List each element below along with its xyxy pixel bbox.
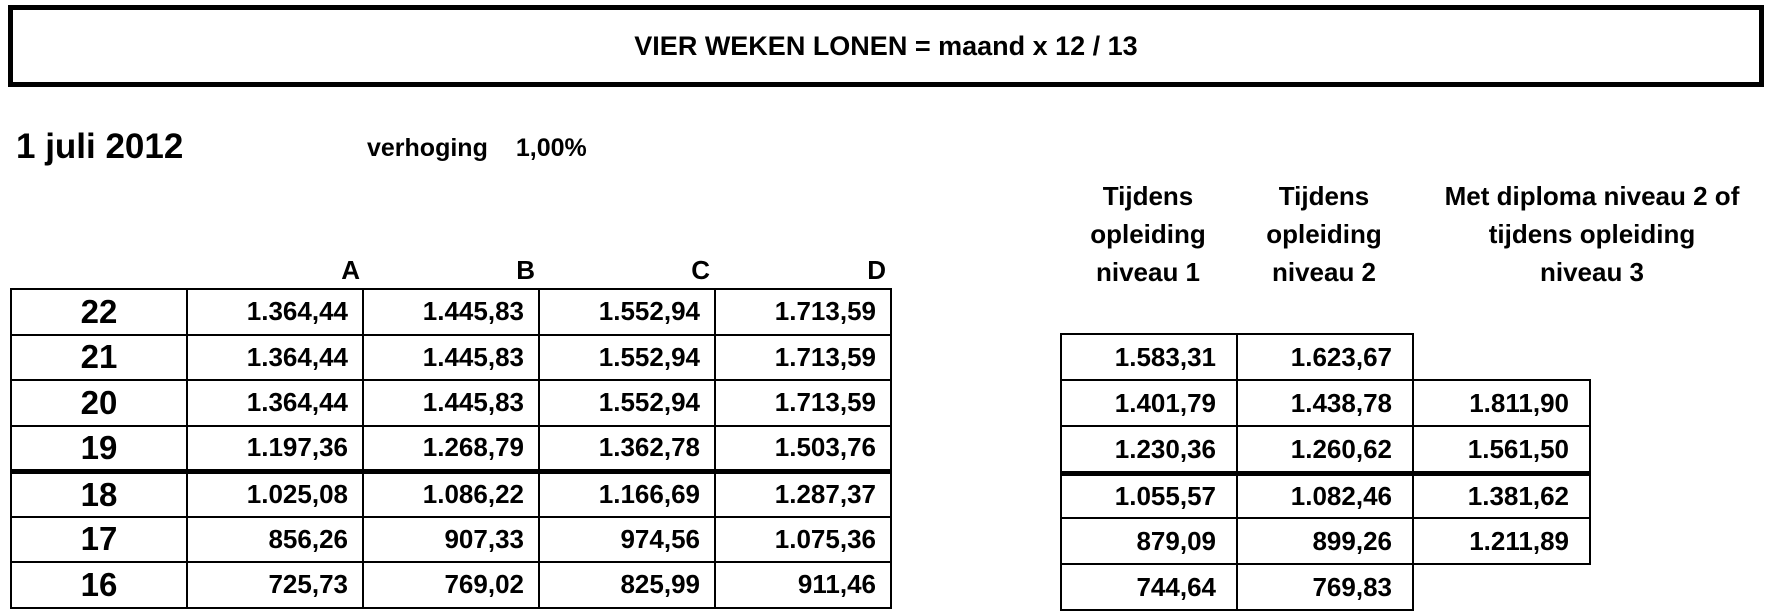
page-title: VIER WEKEN LONEN = maand x 12 / 13 xyxy=(634,30,1138,61)
value-cell: 1.211,89 xyxy=(1412,517,1591,565)
value-cell: 1.623,67 xyxy=(1236,333,1414,381)
header-line: Tijdens xyxy=(1278,181,1370,211)
value-cell: 1.445,83 xyxy=(363,289,539,335)
value-cell: 1.381,62 xyxy=(1412,471,1591,519)
value-cell: 744,64 xyxy=(1060,563,1238,611)
value-cell: 1.713,59 xyxy=(715,380,891,426)
value-cell: 1.445,83 xyxy=(363,380,539,426)
value-cell: 1.364,44 xyxy=(187,335,363,381)
column-header-c: C xyxy=(691,255,710,285)
value-cell: 1.401,79 xyxy=(1060,379,1238,427)
table-row xyxy=(11,380,891,426)
header-training-level-1 xyxy=(1060,177,1236,291)
increase-label: verhoging xyxy=(367,134,488,162)
header-line: Met diploma niveau 2 of xyxy=(1444,181,1740,211)
value-cell: 879,09 xyxy=(1060,517,1238,565)
value-cell: 911,46 xyxy=(715,562,891,608)
age-cell: 22 xyxy=(11,289,187,335)
table-row xyxy=(11,562,891,608)
value-cell: 1.268,79 xyxy=(363,426,539,472)
age-cell: 21 xyxy=(11,335,187,381)
header-line: niveau 3 xyxy=(1539,257,1645,287)
value-cell: 725,73 xyxy=(187,562,363,608)
header-line: niveau 2 xyxy=(1271,257,1377,287)
title-box xyxy=(8,5,1764,87)
value-cell: 769,83 xyxy=(1236,563,1414,611)
value-cell: 1.166,69 xyxy=(539,471,715,517)
header-line: niveau 1 xyxy=(1095,257,1201,287)
table-row xyxy=(11,426,891,472)
header-line: opleiding xyxy=(1266,219,1382,249)
age-cell: 16 xyxy=(11,562,187,608)
value-cell: 899,26 xyxy=(1236,517,1414,565)
value-cell: 856,26 xyxy=(187,517,363,563)
value-cell: 1.082,46 xyxy=(1236,471,1414,519)
age-cell: 20 xyxy=(11,380,187,426)
value-cell: 1.364,44 xyxy=(187,289,363,335)
value-cell: 1.445,83 xyxy=(363,335,539,381)
value-cell: 1.075,36 xyxy=(715,517,891,563)
age-cell: 18 xyxy=(11,471,187,517)
value-cell: 1.811,90 xyxy=(1412,379,1591,427)
value-cell: 825,99 xyxy=(539,562,715,608)
value-cell: 1.552,94 xyxy=(539,380,715,426)
value-cell: 1.552,94 xyxy=(539,289,715,335)
table-row xyxy=(11,471,891,517)
value-cell: 1.025,08 xyxy=(187,471,363,517)
table-row xyxy=(11,289,891,335)
value-cell: 1.503,76 xyxy=(715,426,891,472)
value-cell: 1.583,31 xyxy=(1060,333,1238,381)
value-cell: 1.287,37 xyxy=(715,471,891,517)
column-header-a: A xyxy=(341,255,360,285)
value-cell: 974,56 xyxy=(539,517,715,563)
header-line: opleiding xyxy=(1090,219,1206,249)
value-cell: 1.552,94 xyxy=(539,335,715,381)
value-cell: 907,33 xyxy=(363,517,539,563)
value-cell: 769,02 xyxy=(363,562,539,608)
salary-table xyxy=(10,288,892,609)
column-header-d: D xyxy=(867,255,886,285)
value-cell: 1.230,36 xyxy=(1060,425,1238,473)
header-training-level-2 xyxy=(1236,177,1412,291)
age-cell: 19 xyxy=(11,426,187,472)
value-cell: 1.197,36 xyxy=(187,426,363,472)
table-row xyxy=(11,335,891,381)
increase-value: 1,00% xyxy=(515,134,587,162)
increase-info xyxy=(367,134,587,163)
header-line: Tijdens xyxy=(1102,181,1194,211)
value-cell: 1.713,59 xyxy=(715,289,891,335)
effective-date: 1 juli 2012 xyxy=(16,127,184,166)
header-line: tijdens opleiding xyxy=(1488,219,1696,249)
value-cell: 1.362,78 xyxy=(539,426,715,472)
age-cell: 17 xyxy=(11,517,187,563)
value-cell: 1.713,59 xyxy=(715,335,891,381)
table-row xyxy=(11,517,891,563)
value-cell: 1.086,22 xyxy=(363,471,539,517)
value-cell: 1.438,78 xyxy=(1236,379,1414,427)
value-cell: 1.561,50 xyxy=(1412,425,1591,473)
value-cell: 1.055,57 xyxy=(1060,471,1238,519)
column-header-b: B xyxy=(516,255,535,285)
value-cell: 1.364,44 xyxy=(187,380,363,426)
header-diploma-level-3 xyxy=(1412,177,1772,291)
value-cell: 1.260,62 xyxy=(1236,425,1414,473)
